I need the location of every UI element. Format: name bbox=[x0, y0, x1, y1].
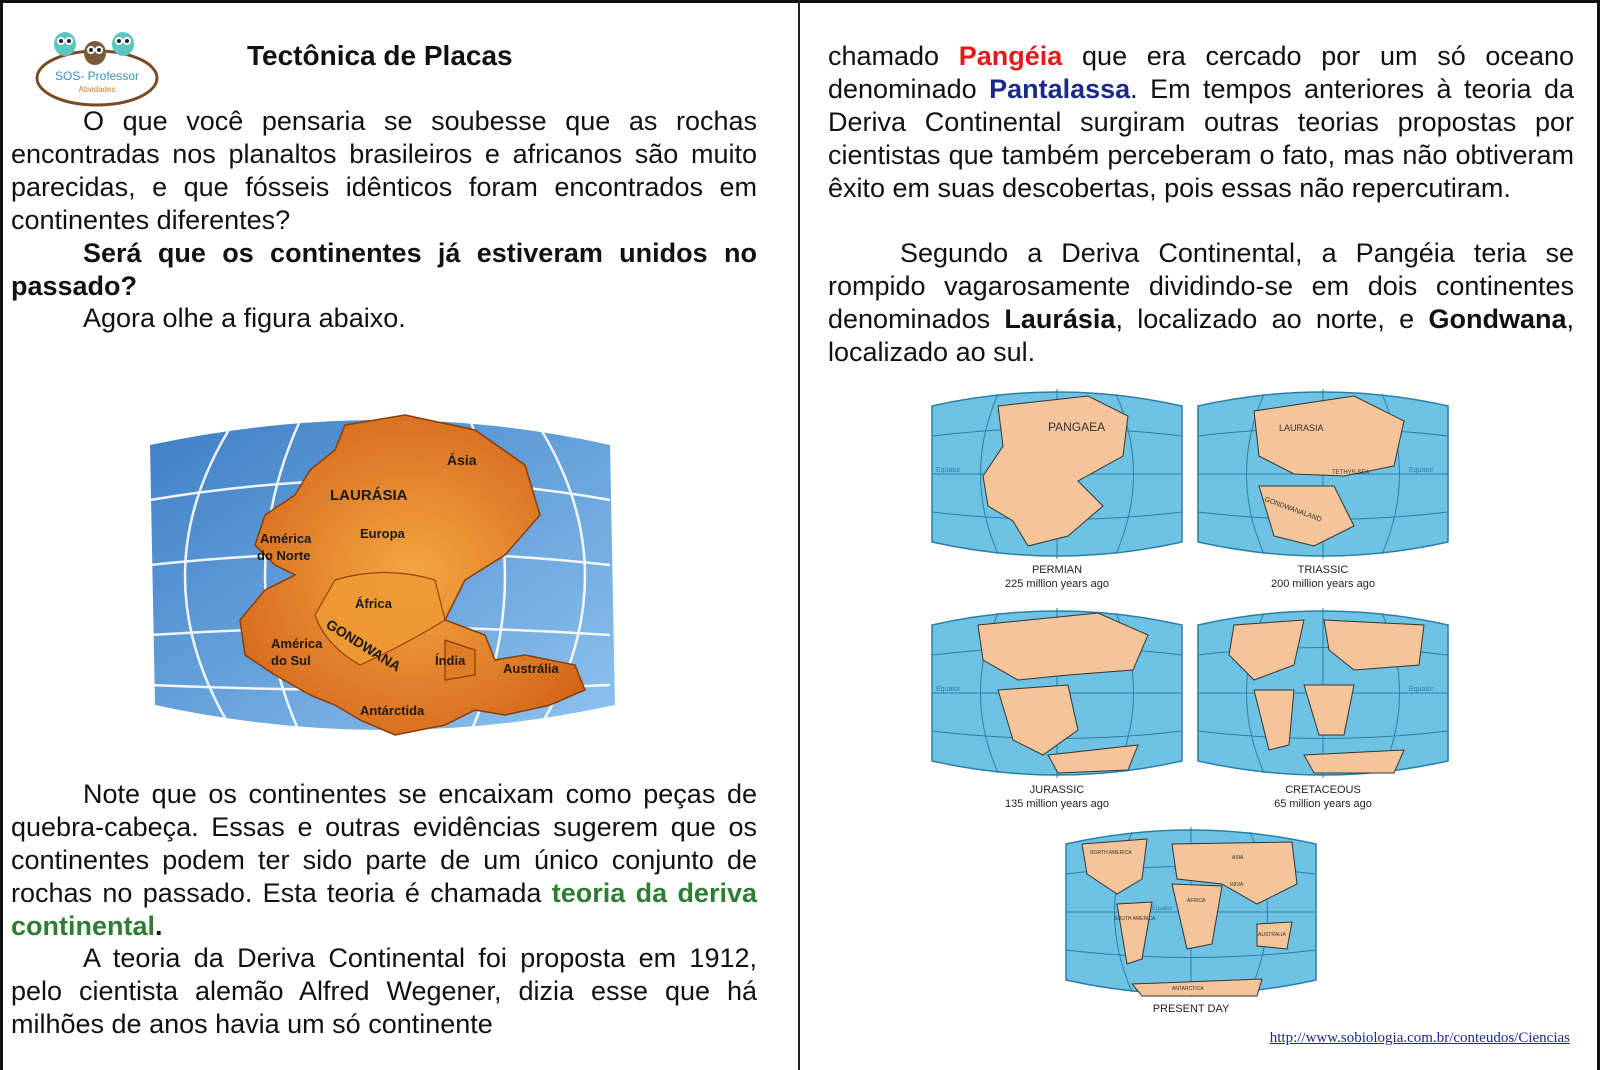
globe-present-day bbox=[1062, 824, 1320, 1000]
theory-name: teoria da deriva continental bbox=[11, 878, 757, 941]
svg-text:América: América bbox=[271, 636, 323, 651]
svg-text:SOUTH AMERICA: SOUTH AMERICA bbox=[1114, 916, 1156, 922]
svg-text:INDIA: INDIA bbox=[1230, 882, 1244, 888]
source-link[interactable]: http://www.sobiologia.com.br/conteudos/Ciencias bbox=[1269, 1030, 1570, 1046]
svg-text:Equator: Equator bbox=[936, 467, 961, 474]
svg-text:NORTH AMERICA: NORTH AMERICA bbox=[1090, 850, 1132, 856]
puzzle-paragraph: Note que os continentes se encaixam como peças de quebra-cabeça. Essas e outras evidências sugerem que os continentes podem ter sido parte de um único conjunto de rochas no passado. Esta teoria é chamada teoria da deriva continental. bbox=[11, 779, 757, 941]
svg-text:SOS- Professor: SOS- Professor bbox=[54, 69, 140, 83]
svg-text:Equator: Equator bbox=[1409, 686, 1434, 693]
svg-text:GONDWANALAND: GONDWANALAND bbox=[1263, 496, 1323, 524]
intro-paragraph: O que você pensaria se soubesse que as rochas encontradas nos planaltos brasileiros e africanos são muito parecidas, e que fósseis idênticos foram encontrados em continentes diferentes? bbox=[11, 106, 757, 235]
instruction-paragraph: Agora olhe a figura abaixo. bbox=[83, 303, 406, 333]
caption-triassic: TRIASSIC 200 million years ago bbox=[1271, 564, 1375, 590]
caption-present-day: PRESENT DAY bbox=[1152, 1003, 1230, 1015]
globe-permian bbox=[928, 386, 1186, 562]
globe-cretaceous bbox=[1194, 605, 1452, 781]
svg-text:PANGAEA: PANGAEA bbox=[1048, 420, 1106, 434]
owl-icon bbox=[112, 32, 134, 56]
svg-text:AUSTRALIA: AUSTRALIA bbox=[1258, 932, 1286, 938]
caption-jurassic: JURASSIC 135 million years ago bbox=[1005, 784, 1109, 810]
svg-text:do Sul: do Sul bbox=[271, 653, 311, 668]
svg-text:Austrália: Austrália bbox=[503, 661, 559, 676]
svg-text:Atividades: Atividades bbox=[78, 85, 116, 94]
question-paragraph: Será que os continentes já estiveram unidos no passado? bbox=[11, 238, 757, 301]
svg-text:América: América bbox=[260, 531, 312, 546]
svg-text:LAURASIA: LAURASIA bbox=[1279, 423, 1324, 433]
svg-text:GONDWANA: GONDWANA bbox=[323, 615, 404, 675]
globe-jurassic bbox=[928, 605, 1186, 781]
globe-triassic bbox=[1194, 386, 1452, 562]
svg-text:Equator: Equator bbox=[1152, 906, 1174, 912]
svg-text:TETHYS SEA: TETHYS SEA bbox=[1332, 470, 1370, 476]
svg-text:África: África bbox=[355, 596, 392, 611]
svg-text:ASIA: ASIA bbox=[1232, 855, 1244, 861]
svg-text:Equator: Equator bbox=[1409, 467, 1434, 474]
column-divider bbox=[798, 0, 800, 1070]
page-border-left bbox=[0, 0, 3, 1070]
svg-text:Índia: Índia bbox=[435, 653, 466, 668]
svg-text:do Norte: do Norte bbox=[257, 548, 311, 563]
caption-cretaceous: CRETACEOUS 65 million years ago bbox=[1274, 784, 1372, 810]
svg-text:Europa: Europa bbox=[360, 526, 405, 541]
owl-icon bbox=[84, 41, 106, 65]
owl-icon bbox=[54, 32, 76, 56]
caption-permian: PERMIAN 225 million years ago bbox=[1005, 564, 1109, 590]
svg-text:Ásia: Ásia bbox=[447, 452, 477, 468]
pangea-paragraph: chamado Pangéia que era cercado por um só oceano denominado Pantalassa. Em tempos anteriores à teoria da Deriva Continental surgiram outras teorias propostas por cientistas que também perceberam o fato, mas não obtiveram êxito em suas descobertas, pois essas não repercutiram. bbox=[828, 41, 1575, 203]
page-border-top bbox=[0, 0, 1600, 3]
pangea-map bbox=[145, 405, 625, 750]
gondwana-term: Gondwana bbox=[1428, 304, 1567, 334]
svg-text:ANTARCTICA: ANTARCTICA bbox=[1172, 986, 1204, 992]
laurasia-term: Laurásia bbox=[1004, 304, 1116, 334]
sos-professor-logo bbox=[35, 28, 160, 110]
svg-text:AFRICA: AFRICA bbox=[1187, 898, 1206, 904]
pantalassa-term: Pantalassa bbox=[989, 74, 1131, 104]
pangea-term: Pangéia bbox=[958, 41, 1063, 71]
page-title: Tectônica de Placas bbox=[247, 40, 513, 71]
svg-text:Antárctida: Antárctida bbox=[360, 703, 425, 718]
breakup-paragraph: Segundo a Deriva Continental, a Pangéia teria se rompido vagarosamente dividindo-se em dois continentes denominados Laurásia, localizado ao norte, e Gondwana, localizado ao sul. bbox=[828, 238, 1574, 367]
svg-text:LAURÁSIA: LAURÁSIA bbox=[330, 487, 408, 504]
wegener-paragraph: A teoria da Deriva Continental foi proposta em 1912, pelo cientista alemão Alfred Wegener, dizia esse que há milhões de anos havia um só continente bbox=[11, 943, 757, 1039]
svg-text:Equator: Equator bbox=[936, 686, 961, 693]
